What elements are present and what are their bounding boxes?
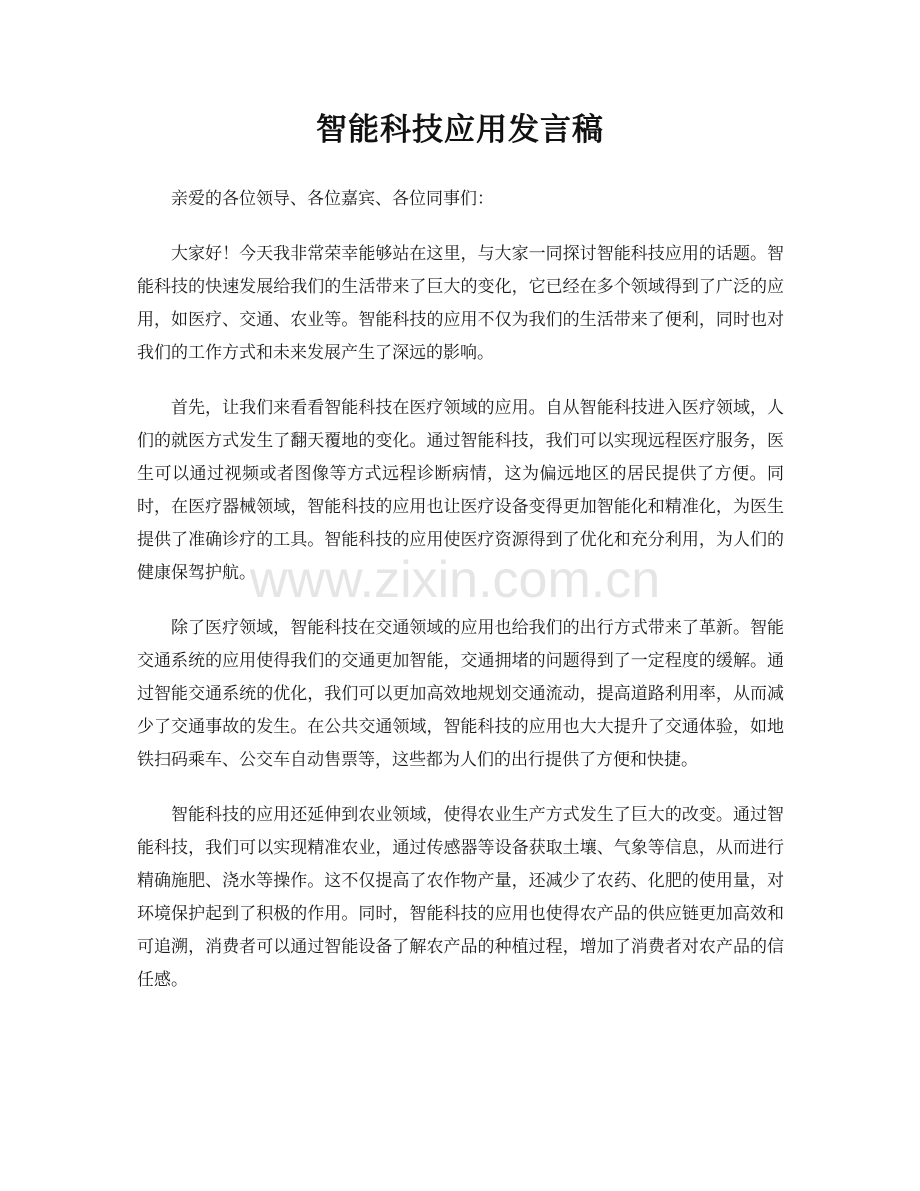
medical-paragraph: 首先，让我们来看看智能科技在医疗领域的应用。自从智能科技进入医疗领域，人们的就医方式发生了翻天覆地的变化。通过智能科技，我们可以实现远程医疗服务，医生可以通过视频或者图像等方式远程诊断病情，这为偏远地区的居民提供了方便。同时，在医疗器械领域，智能科技的应用也让医疗设备变得更加智能化和精准化，为医生提供了准确诊疗的工具。智能科技的应用使医疗资源得到了优化和充分利用，为人们的健康保驾护航。 [137, 398, 784, 583]
salutation-paragraph: 亲爱的各位领导、各位嘉宾、各位同事们： [171, 189, 494, 209]
transport-paragraph: 除了医疗领域，智能科技在交通领域的应用也给我们的出行方式带来了革新。智能交通系统的应用使得我们的交通更加智能，交通拥堵的问题得到了一定程度的缓解。通过智能交通系统的优化，我们可以更加高效地规划交通流动，提高道路利用率，从而减少了交通事故的发生。在公共交通领域，智能科技的应用也大大提升了交通体验，如地铁扫码乘车、公交车自动售票等，这些都为人们的出行提供了方便和快捷。 [137, 618, 784, 770]
document-body [137, 183, 784, 1019]
document-title: 智能科技应用发言稿 [316, 112, 604, 148]
intro-paragraph: 大家好！今天我非常荣幸能够站在这里，与大家一同探讨智能科技应用的话题。智能科技的快速发展给我们的生活带来了巨大的变化，它已经在多个领域得到了广泛的应用，如医疗、交通、农业等。智能科技的应用不仅为我们的生活带来了便利，同时也对我们的工作方式和未来发展产生了深远的影响。 [137, 244, 784, 363]
watermark: www.zixin.com.cn [249, 551, 661, 609]
agriculture-paragraph: 智能科技的应用还延伸到农业领域，使得农业生产方式发生了巨大的改变。通过智能科技，我们可以实现精准农业，通过传感器等设备获取土壤、气象等信息，从而进行精确施肥、浇水等操作。这不仅提高了农作物产量，还减少了农药、化肥的使用量，对环境保护起到了积极的作用。同时，智能科技的应用也使得农产品的供应链更加高效和可追溯，消费者可以通过智能设备了解农产品的种植过程，增加了消费者对农产品的信任感。 [137, 805, 784, 990]
